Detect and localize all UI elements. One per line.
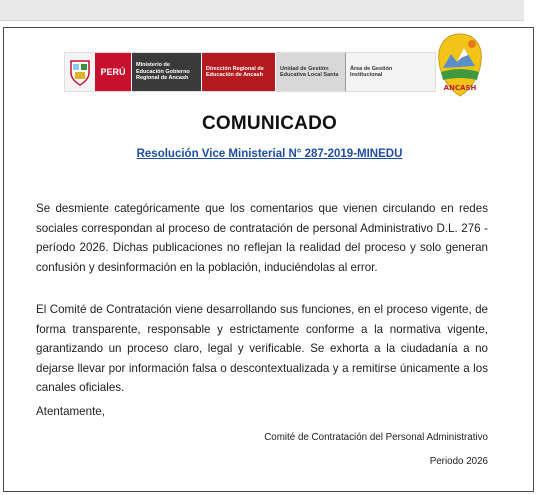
communique-document: [3, 27, 534, 492]
paragraph-committee: El Comité de Contratación viene desarrollando sus funciones, en el proceso vigente, de forma transparente, responsable y estrictamente conforme a la normativa vigente, garantizando un proceso claro, legal y verificable. Se exhorta a la ciudadanía a no dejarse llevar por información falsa o descontextualizada y a remitirse únicamente a los canales oficiales.: [36, 303, 488, 394]
ugel-label: Unidad de Gestión Educativa Local Santa: [275, 53, 345, 91]
management-area-label: Área de Gestión Institucional: [345, 53, 407, 91]
closing-salutation: Atentamente,: [36, 405, 105, 418]
peru-label: PERÚ: [95, 53, 131, 91]
period-label: Periodo 2026: [429, 456, 488, 467]
top-bar: [0, 0, 524, 21]
peru-coat-of-arms-icon: [65, 53, 95, 91]
ministry-label: Ministerio de Educación Gobierno Regional de Ancash: [131, 53, 201, 91]
signature: Comité de Contratación del Personal Administrativo: [264, 432, 488, 443]
paragraph-denial: Se desmiente categóricamente que los comentarios que vienen circulando en redes sociales correspondan al proceso de contratación de personal Administrativo D.L. 276 - período 2026. Dichas publicaciones no reflejan la realidad del proceso y solo generan confusión y desinformación en la población, induciéndolas al error.: [36, 202, 488, 274]
regional-directorate-label: Dirección Regional de Educación de Ancash: [201, 53, 275, 91]
ancash-region-logo: [435, 32, 485, 100]
document-title: COMUNICADO: [202, 113, 337, 134]
resolution-link[interactable]: Resolución Vice Ministerial N° 287-2019-MINEDU: [136, 148, 403, 160]
svg-text:ANCASH: ANCASH: [443, 84, 477, 92]
institution-header: [64, 52, 436, 92]
